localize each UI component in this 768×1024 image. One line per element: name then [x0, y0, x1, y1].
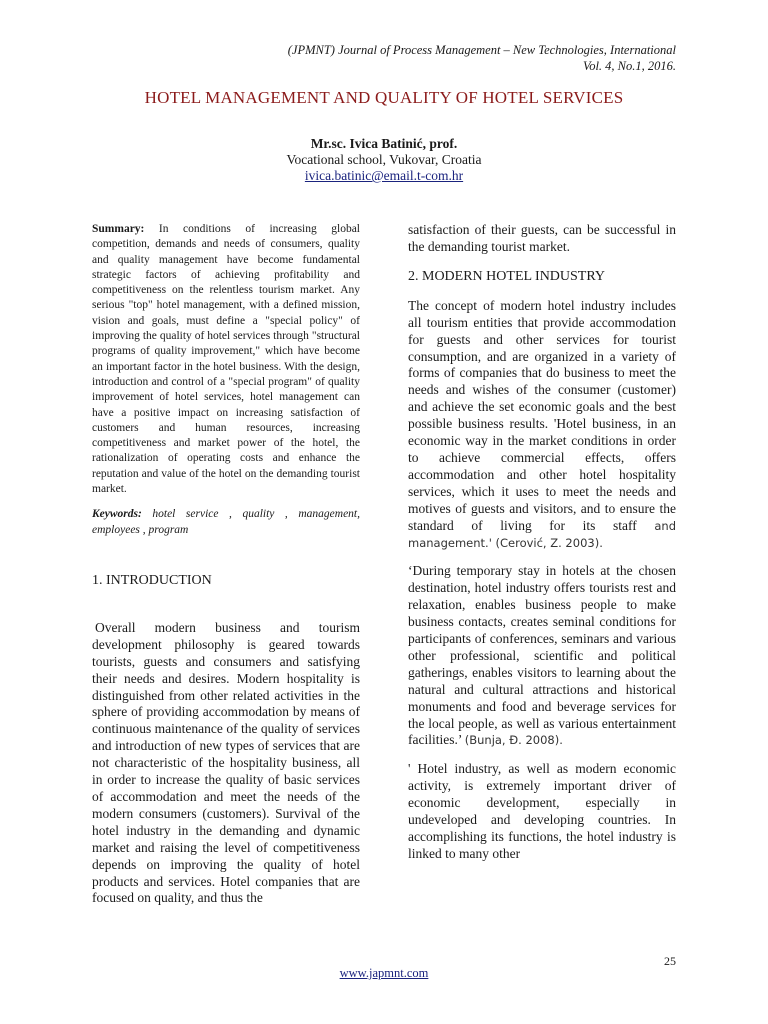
citation-cerovic: and management.' (Cerović, Z. 2003).	[408, 518, 676, 550]
paragraph-2-text: ‘During temporary stay in hotels at the chosen destination, hotel industry offers tourists rest and relaxation, enables business people to make business contacts, creates seminal conditions for participants of conferences, seminars and various other professional, scientific and political gatherings, enables visitors to learning about the natural and cultural attractions and historical monuments and food and beverage services for the local people, as well as various entertainment facilities.’	[408, 563, 676, 748]
author-name: Mr.sc. Ivica Batinić, prof.	[310, 136, 458, 151]
journal-header	[116, 42, 676, 74]
summary-text: In conditions of increasing global competition, demands and needs of consumers, quality and quality management have become fundamental strategic factors of achieving profitability and competitiveness on the relentless tourism market. Any serious "top" hotel management, with a defined mission, vision and goals, must define a "special policy" of improving the quality of hotel services through "structural programs of quality improvement," which have become an important factor in the hotel business. With the design, introduction and control of a "special program" of quality improvement of hotel services, hotel management can have a positive impact on increasing satisfaction of customers and human resources, increasing competitiveness and market power of the hotel, the rationalization of operating costs and enhance the reputation and value of the hotel on the demanding tourist market.	[92, 223, 360, 496]
paper-title: HOTEL MANAGEMENT AND QUALITY OF HOTEL SERVICES	[144, 88, 624, 107]
summary-label: Summary:	[92, 223, 145, 235]
author-email-link[interactable]: ivica.batinic@email.t-com.hr	[304, 168, 464, 183]
introduction-paragraph: Overall modern business and tourism development philosophy is geared towards tourists, guests and consumers and satisfying their needs and desires. Modern hospitality is distinguished from other related activities in the sphere of providing accommodation by means of continuous maintenance of the quality of services and introduction of new types of services that are not characteristic of the hospitality business, all in order to increase the quality of basic services of accommodation and meet the needs of the modern consumers (customers). Survival of the hotel industry in the demanding and dynamic market and raising the level of competitiveness depends on improving the quality of hotel products and services. Hotel companies that are focused on quality, and thus the	[92, 619, 360, 906]
author-block	[0, 136, 768, 184]
volume-line: Vol. 4, No.1, 2016.	[582, 59, 676, 73]
modern-hotel-industry-heading: 2. MODERN HOTEL INDUSTRY	[408, 268, 606, 284]
summary-paragraph	[92, 222, 360, 497]
journal-line: (JPMNT) Journal of Process Management – New Technologies, International	[287, 43, 676, 57]
introduction-heading: 1. INTRODUCTION	[92, 572, 212, 588]
continuation-paragraph: satisfaction of their guests, can be successful in the demanding tourist market.	[408, 222, 676, 254]
author-affiliation: Vocational school, Vukovar, Croatia	[286, 152, 482, 167]
hotel-industry-paragraph-2	[408, 563, 676, 749]
left-column	[92, 222, 360, 907]
keywords-text: hotel service , quality , management, employees , program	[92, 508, 360, 536]
page-number: 25	[664, 954, 676, 968]
hotel-industry-paragraph-1	[408, 298, 676, 552]
citation-bunja: (Bunja, Đ. 2008).	[464, 733, 563, 748]
footer-website-link[interactable]: www.japmnt.com	[339, 966, 429, 980]
hotel-industry-paragraph-3: ' Hotel industry, as well as modern economic activity, is extremely important driver of economic development, especially in undeveloped and developing countries. In accomplishing its functions, the hotel industry is linked to many other	[408, 761, 676, 861]
paragraph-1-text: The concept of modern hotel industry includes all tourism entities that provide accommodation for guests and other services for tourist consumption, and are organized in a variety of forms of companies that do business to meet the needs and wishes of the consumer (customer) and achieve the set economic goals and the best possible business results. 'Hotel business, in an economic way in the market conditions in order to achieve commercial effects, offers accommodation and other hotel hospitality services, which it uses to meet the needs and motives of guests and visitors, and to ensure the standard of living for its staff	[408, 297, 676, 533]
keywords-label: Keywords:	[92, 508, 142, 521]
keywords-paragraph	[92, 507, 360, 538]
right-column	[408, 222, 676, 863]
